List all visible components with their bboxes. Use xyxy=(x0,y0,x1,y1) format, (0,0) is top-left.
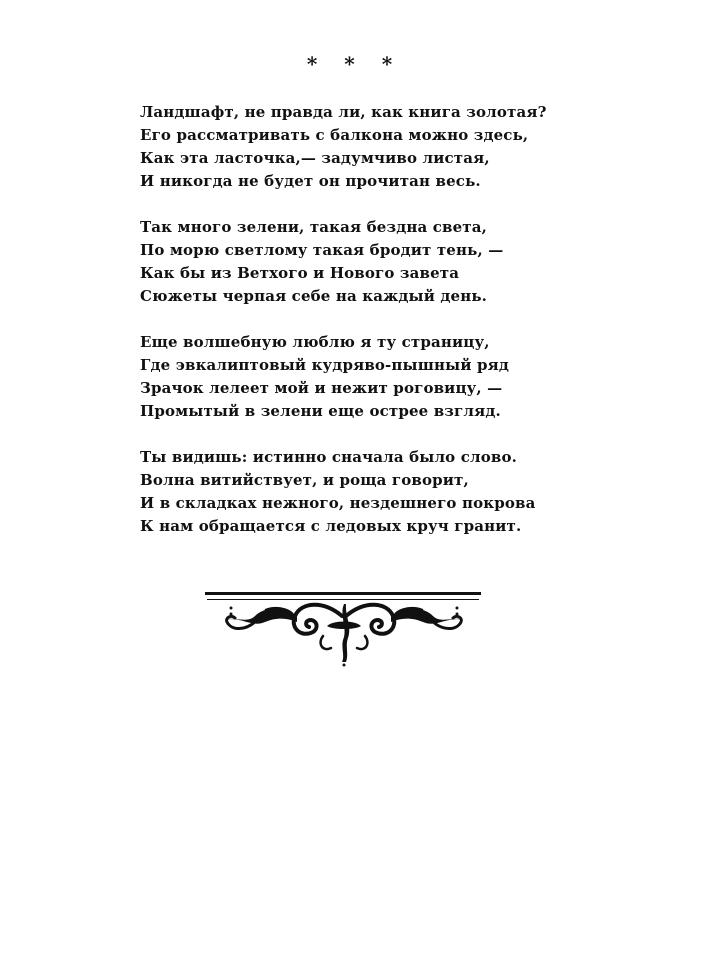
poem-line: Промытый в зелени еще острее взгляд. xyxy=(140,402,501,420)
section-separator: * * * xyxy=(306,52,403,76)
poem-line: Как эта ласточка,— задумчиво листая, xyxy=(140,149,490,167)
poem-line: Его рассматривать с балкона можно здесь, xyxy=(140,126,529,144)
poem-line: Зрачок лелеет мой и нежит роговицу, — xyxy=(140,379,503,397)
poem-line: Где эвкалиптовый кудряво-пышный ряд xyxy=(140,356,509,374)
stanza-1 xyxy=(140,101,590,193)
poem-body xyxy=(140,101,590,561)
poem-line: Еще волшебную люблю я ту страницу, xyxy=(140,333,490,351)
poem-line: Ты видишь: истинно сначала было слово. xyxy=(140,448,517,466)
poem-line: Как бы из Ветхого и Нового завета xyxy=(140,264,460,282)
poem-line: Сюжеты черпая себе на каждый день. xyxy=(140,287,488,305)
poem-line: К нам обращается с ледовых круч гранит. xyxy=(140,517,522,535)
stanza-2 xyxy=(140,216,590,308)
poem-line: И никогда не будет он прочитан весь. xyxy=(140,172,481,190)
poem-line: Волна витийствует, и роща говорит, xyxy=(140,471,469,489)
poem-line: И в складках нежного, нездешнего покрова xyxy=(140,494,536,512)
poem-line: Так много зелени, такая бездна света, xyxy=(140,218,487,236)
stanza-4 xyxy=(140,446,590,538)
stanza-3 xyxy=(140,331,590,423)
poem-line: Ландшафт, не правда ли, как книга золотая? xyxy=(140,103,547,121)
floral-tailpiece-icon xyxy=(205,586,483,668)
poem-line: По морю светлому такая бродит тень, — xyxy=(140,241,504,259)
